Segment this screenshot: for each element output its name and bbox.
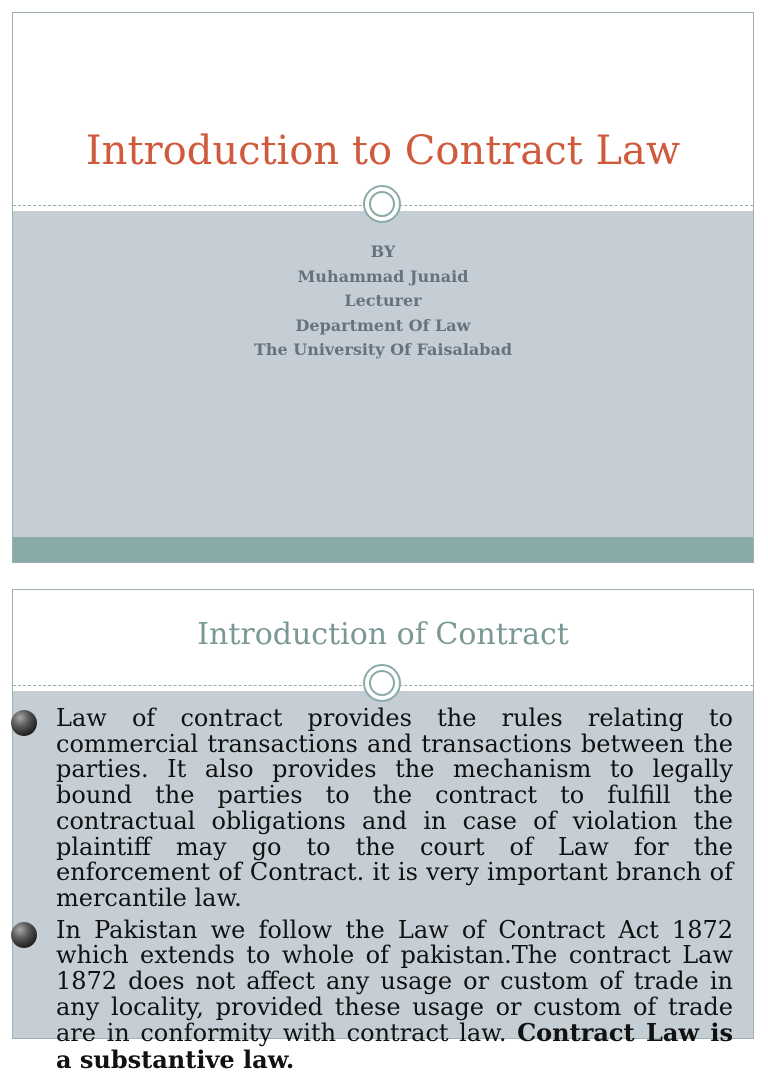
ring-ornament-icon bbox=[363, 185, 401, 223]
bullet-sphere-icon bbox=[11, 710, 37, 736]
title-slide bbox=[12, 12, 754, 563]
slide-title: Introduction to Contract Law bbox=[85, 128, 681, 174]
list-item bbox=[13, 915, 755, 1074]
content-slide bbox=[12, 589, 754, 1074]
bullet-text: Law of contract provides the rules relating to commercial transactions and transactions between the parties. It also provides the mechanism to legally bound the parties to the contract to fulfill the contractual obligations and in case of violation the plaintiff may go to the court of Law for the enforcement of Contract. it is very important branch of mercantile law. bbox=[56, 704, 733, 912]
byline-university: The University Of Faisalabad bbox=[253, 340, 513, 359]
bullet-bold-text: Contract Law is a substantive law. bbox=[56, 1018, 733, 1074]
list-item bbox=[13, 706, 755, 912]
bullet-sphere-icon bbox=[11, 922, 37, 948]
bullet-list bbox=[13, 706, 755, 1074]
byline-role: Lecturer bbox=[344, 291, 422, 310]
slide-title: Introduction of Contract bbox=[197, 617, 569, 652]
byline-department: Department Of Law bbox=[295, 315, 471, 335]
footer-bar bbox=[13, 537, 753, 562]
ring-ornament-icon bbox=[363, 664, 401, 702]
byline bbox=[13, 240, 753, 363]
title-area bbox=[13, 13, 753, 205]
byline-by: BY bbox=[370, 242, 396, 261]
byline-author: Muhammad Junaid bbox=[297, 266, 469, 286]
bullet-text: In Pakistan we follow the Law of Contract Act 1872 which extends to whole of pakistan.The contract Law 1872 does not affect any usage or custom of trade in any locality, provided these usage or custom of trade are in conformity with contract law. bbox=[56, 915, 733, 1048]
